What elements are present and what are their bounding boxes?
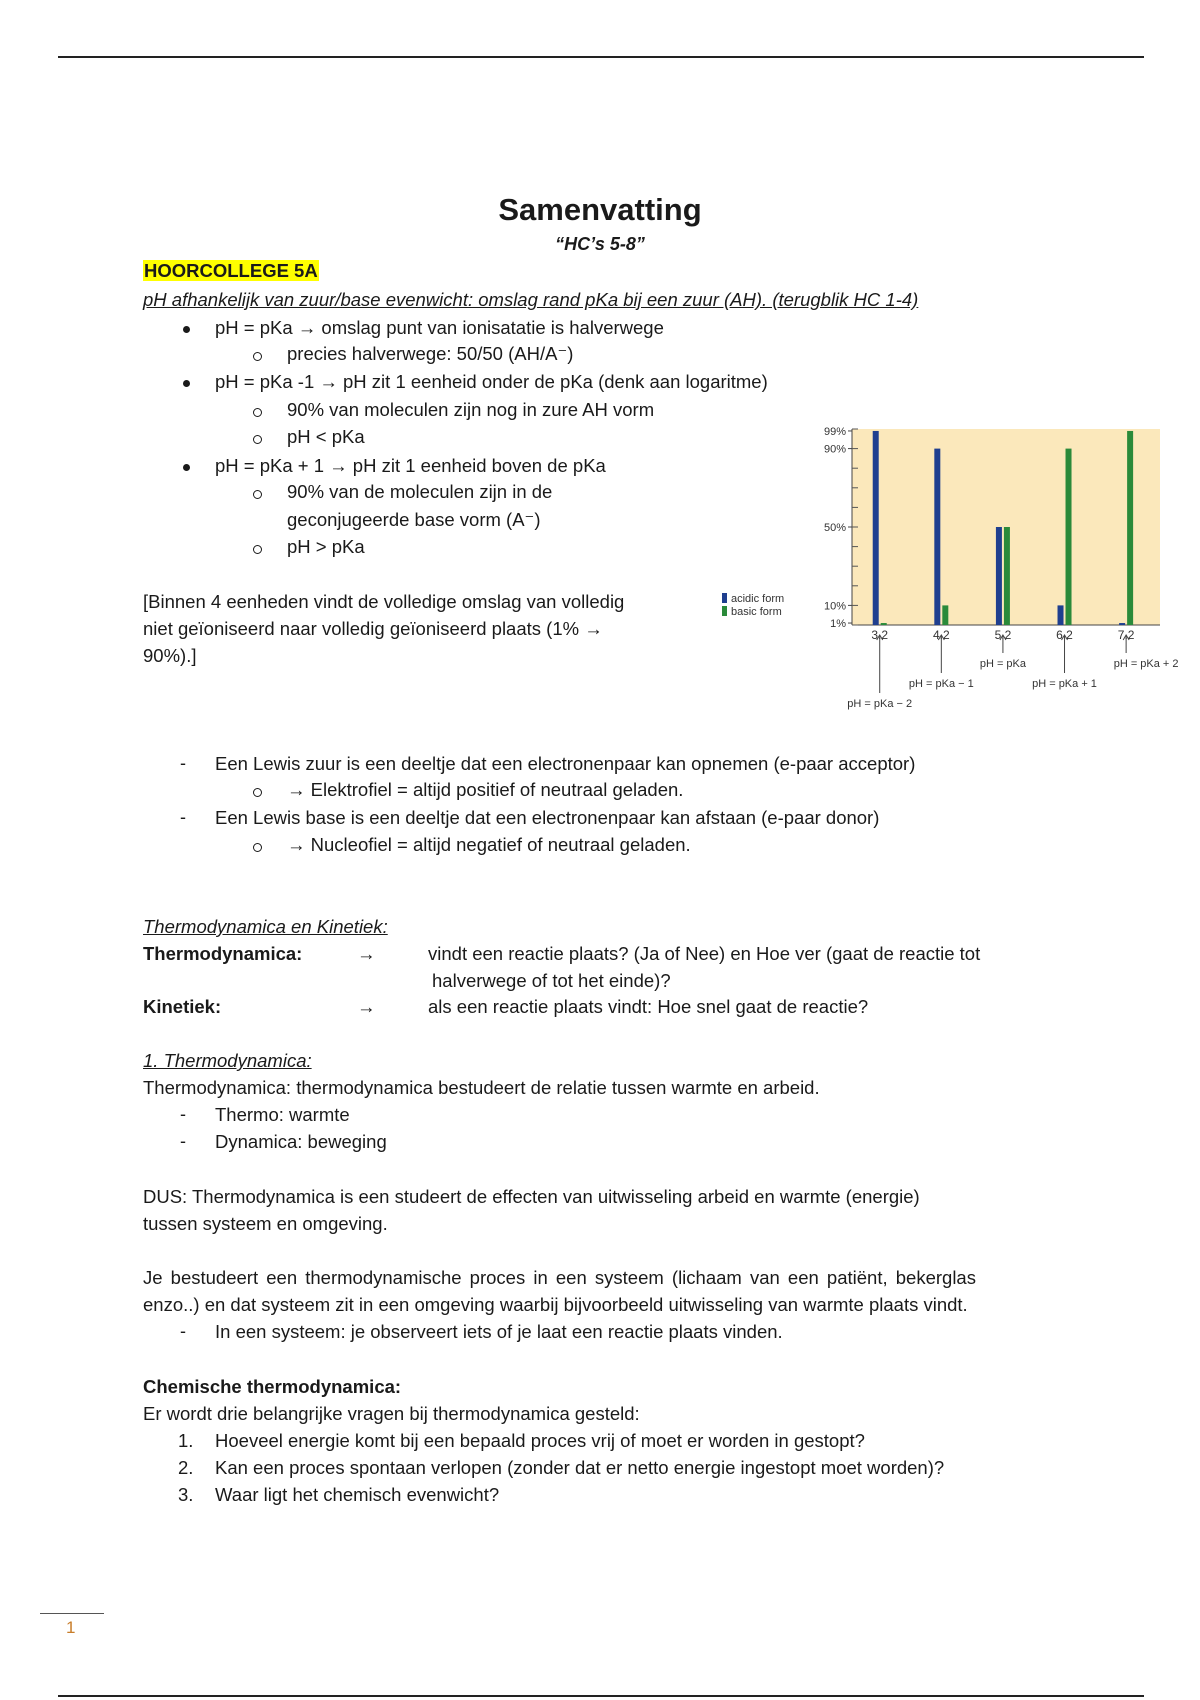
thermo-kin-heading: Thermodynamica en Kinetiek: bbox=[143, 916, 388, 937]
ionization-bar-chart bbox=[710, 415, 1200, 725]
chart-annotation-label: pH = pKa − 2 bbox=[847, 698, 913, 710]
chart-x-tick-label: 4.2 bbox=[932, 628, 950, 642]
sub-3-1-text: 90% van de moleculen zijn in de bbox=[287, 481, 553, 502]
thermo-desc-cont: halverwege of tot het einde)? bbox=[432, 970, 671, 991]
chart-bar-basic bbox=[942, 605, 948, 625]
footnote-rule bbox=[40, 1613, 104, 1614]
question-3-text: Waar ligt het chemisch evenwicht? bbox=[215, 1484, 500, 1505]
chart-legend-label: acidic form bbox=[731, 593, 785, 605]
sub-2-1-marker bbox=[253, 408, 262, 417]
question-1-text: Hoeveel energie komt bij een bepaald proces vrij of moet er worden in gestopt? bbox=[215, 1430, 865, 1451]
chart-bar-acidic bbox=[934, 449, 940, 625]
lewis-2-text: Een Lewis base is een deeltje dat een electronenpaar kan afstaan (e-paar donor) bbox=[215, 807, 880, 828]
note-line-2: niet geïoniseerd naar volledig geïoniseerd plaats (1% → bbox=[143, 618, 603, 639]
sub-2-2-marker bbox=[253, 435, 262, 444]
chart-bar-acidic bbox=[1058, 605, 1064, 625]
system-line-1: Je bestudeert een thermodynamische proces in een systeem (lichaam van een patiënt, bekerglas bbox=[143, 1267, 976, 1288]
question-1-num: 1. bbox=[178, 1430, 194, 1451]
lewis-1-sub-marker bbox=[253, 788, 262, 797]
bullet-2-marker bbox=[183, 380, 190, 387]
system-line-2: enzo..) en dat systeem zit in een omgeving waarbij bijvoorbeeld uitwisseling van warmte plaats vindt. bbox=[143, 1294, 968, 1315]
dus-line-2: tussen systeem en omgeving. bbox=[143, 1213, 388, 1234]
note-line-3: 90%).] bbox=[143, 645, 197, 666]
section-label-text: HOORCOLLEGE 5A bbox=[144, 260, 318, 281]
question-2-num: 2. bbox=[178, 1457, 194, 1478]
chart-legend-swatch bbox=[722, 593, 727, 603]
thermo-dash-2-marker: - bbox=[180, 1131, 186, 1151]
thermo-definition: Thermodynamica: thermodynamica bestudeert de relatie tussen warmte en arbeid. bbox=[143, 1077, 820, 1098]
chart-bar-acidic bbox=[873, 431, 879, 625]
intro-heading: pH afhankelijk van zuur/base evenwicht: omslag rand pKa bij een zuur (AH). (terugblik HC 1-4) bbox=[143, 289, 919, 310]
bullet-1-text: pH = pKa → omslag punt van ionisatatie is halverwege bbox=[215, 317, 664, 338]
kin-desc: als een reactie plaats vindt: Hoe snel gaat de reactie? bbox=[428, 996, 869, 1017]
chart-annotation-label: pH = pKa + 2 bbox=[1113, 658, 1179, 670]
lewis-1-sub-text: → Elektrofiel = altijd positief of neutraal geladen. bbox=[287, 779, 684, 800]
chart-y-tick-label: 1% bbox=[830, 618, 846, 631]
lewis-2-sub-text: → Nucleofiel = altijd negatief of neutraal geladen. bbox=[287, 834, 691, 855]
sub-3-2-marker bbox=[253, 545, 262, 554]
chem-heading: Chemische thermodynamica: bbox=[143, 1376, 402, 1397]
chart-y-tick-label: 99% bbox=[823, 425, 846, 438]
lewis-2-dash: - bbox=[180, 807, 186, 827]
bullet-3-text: pH = pKa + 1 → pH zit 1 eenheid boven de pKa bbox=[215, 455, 606, 476]
kin-term: Kinetiek: bbox=[143, 996, 222, 1017]
chart-legend-swatch bbox=[722, 606, 727, 616]
note-line-1: [Binnen 4 eenheden vindt de volledige omslag van volledig bbox=[143, 591, 625, 612]
thermo-heading: 1. Thermodynamica: bbox=[143, 1050, 312, 1071]
sub-3-1-text-cont: geconjugeerde base vorm (A⁻) bbox=[287, 509, 541, 530]
page-title: Samenvatting bbox=[498, 192, 702, 227]
chart-legend-label: basic form bbox=[731, 606, 782, 618]
section-label bbox=[143, 260, 319, 282]
chart-y-tick-label: 90% bbox=[823, 443, 846, 456]
chart-bar-acidic bbox=[1119, 623, 1125, 625]
thermo-arrow: → bbox=[357, 943, 376, 964]
thermo-dash-1: Thermo: warmte bbox=[215, 1104, 350, 1125]
chart-x-tick-label: 5.2 bbox=[994, 628, 1012, 642]
chem-intro: Er wordt drie belangrijke vragen bij thermodynamica gesteld: bbox=[143, 1403, 640, 1424]
question-3-num: 3. bbox=[178, 1484, 194, 1505]
lewis-1-dash: - bbox=[180, 753, 186, 773]
question-2-text: Kan een proces spontaan verlopen (zonder dat er netto energie ingestopt moet worden)? bbox=[215, 1457, 945, 1478]
sub-2-1-text: 90% van moleculen zijn nog in zure AH vorm bbox=[287, 399, 655, 420]
sub-2-2-text: pH < pKa bbox=[287, 426, 365, 447]
sub-1-1-text: precies halverwege: 50/50 (AH/A⁻) bbox=[287, 343, 574, 364]
chart-y-tick-label: 10% bbox=[823, 600, 846, 613]
page-number: 1 bbox=[66, 1618, 76, 1637]
bullet-3-marker bbox=[183, 464, 190, 471]
bullet-1-marker bbox=[183, 326, 190, 333]
lewis-1-text: Een Lewis zuur is een deeltje dat een electronenpaar kan opnemen (e-paar acceptor) bbox=[215, 753, 916, 774]
bottom-rule bbox=[58, 1695, 1144, 1697]
chart-bar-acidic bbox=[996, 527, 1002, 625]
chart-x-tick-label: 3.2 bbox=[871, 628, 889, 642]
thermo-desc: vindt een reactie plaats? (Ja of Nee) en Hoe ver (gaat de reactie tot bbox=[428, 943, 981, 964]
page-subtitle: “HC’s 5-8” bbox=[555, 234, 645, 254]
chart-x-tick-label: 6.2 bbox=[1056, 628, 1073, 642]
sub-1-1-marker bbox=[253, 352, 262, 361]
thermo-term: Thermodynamica: bbox=[143, 943, 303, 964]
thermo-dash-2: Dynamica: beweging bbox=[215, 1131, 387, 1152]
lewis-2-sub-marker bbox=[253, 843, 262, 852]
dus-line-1: DUS: Thermodynamica is een studeert de effecten van uitwisseling arbeid en warmte (energie) bbox=[143, 1186, 920, 1207]
sub-3-1-marker bbox=[253, 490, 262, 499]
bullet-2-text: pH = pKa -1 → pH zit 1 eenheid onder de pKa (denk aan logaritme) bbox=[215, 371, 768, 392]
chart-annotation-label: pH = pKa − 1 bbox=[908, 678, 974, 690]
chart-bar-basic bbox=[1004, 527, 1010, 625]
system-dash-marker: - bbox=[180, 1321, 186, 1341]
thermo-dash-1-marker: - bbox=[180, 1104, 186, 1124]
chart-annotation-label: pH = pKa + 1 bbox=[1032, 678, 1097, 690]
kin-arrow: → bbox=[357, 996, 376, 1017]
sub-3-2-text: pH > pKa bbox=[287, 536, 365, 557]
system-dash-text: In een systeem: je observeert iets of je laat een reactie plaats vinden. bbox=[215, 1321, 783, 1342]
chart-y-tick-label: 50% bbox=[823, 522, 846, 534]
chart-bar-basic bbox=[881, 623, 887, 625]
chart-bar-basic bbox=[1066, 449, 1072, 625]
top-rule bbox=[58, 56, 1144, 58]
chart-x-tick-label: 7.2 bbox=[1117, 628, 1135, 642]
chart-annotation-label: pH = pKa bbox=[979, 658, 1027, 670]
chart-bar-basic bbox=[1127, 431, 1133, 625]
